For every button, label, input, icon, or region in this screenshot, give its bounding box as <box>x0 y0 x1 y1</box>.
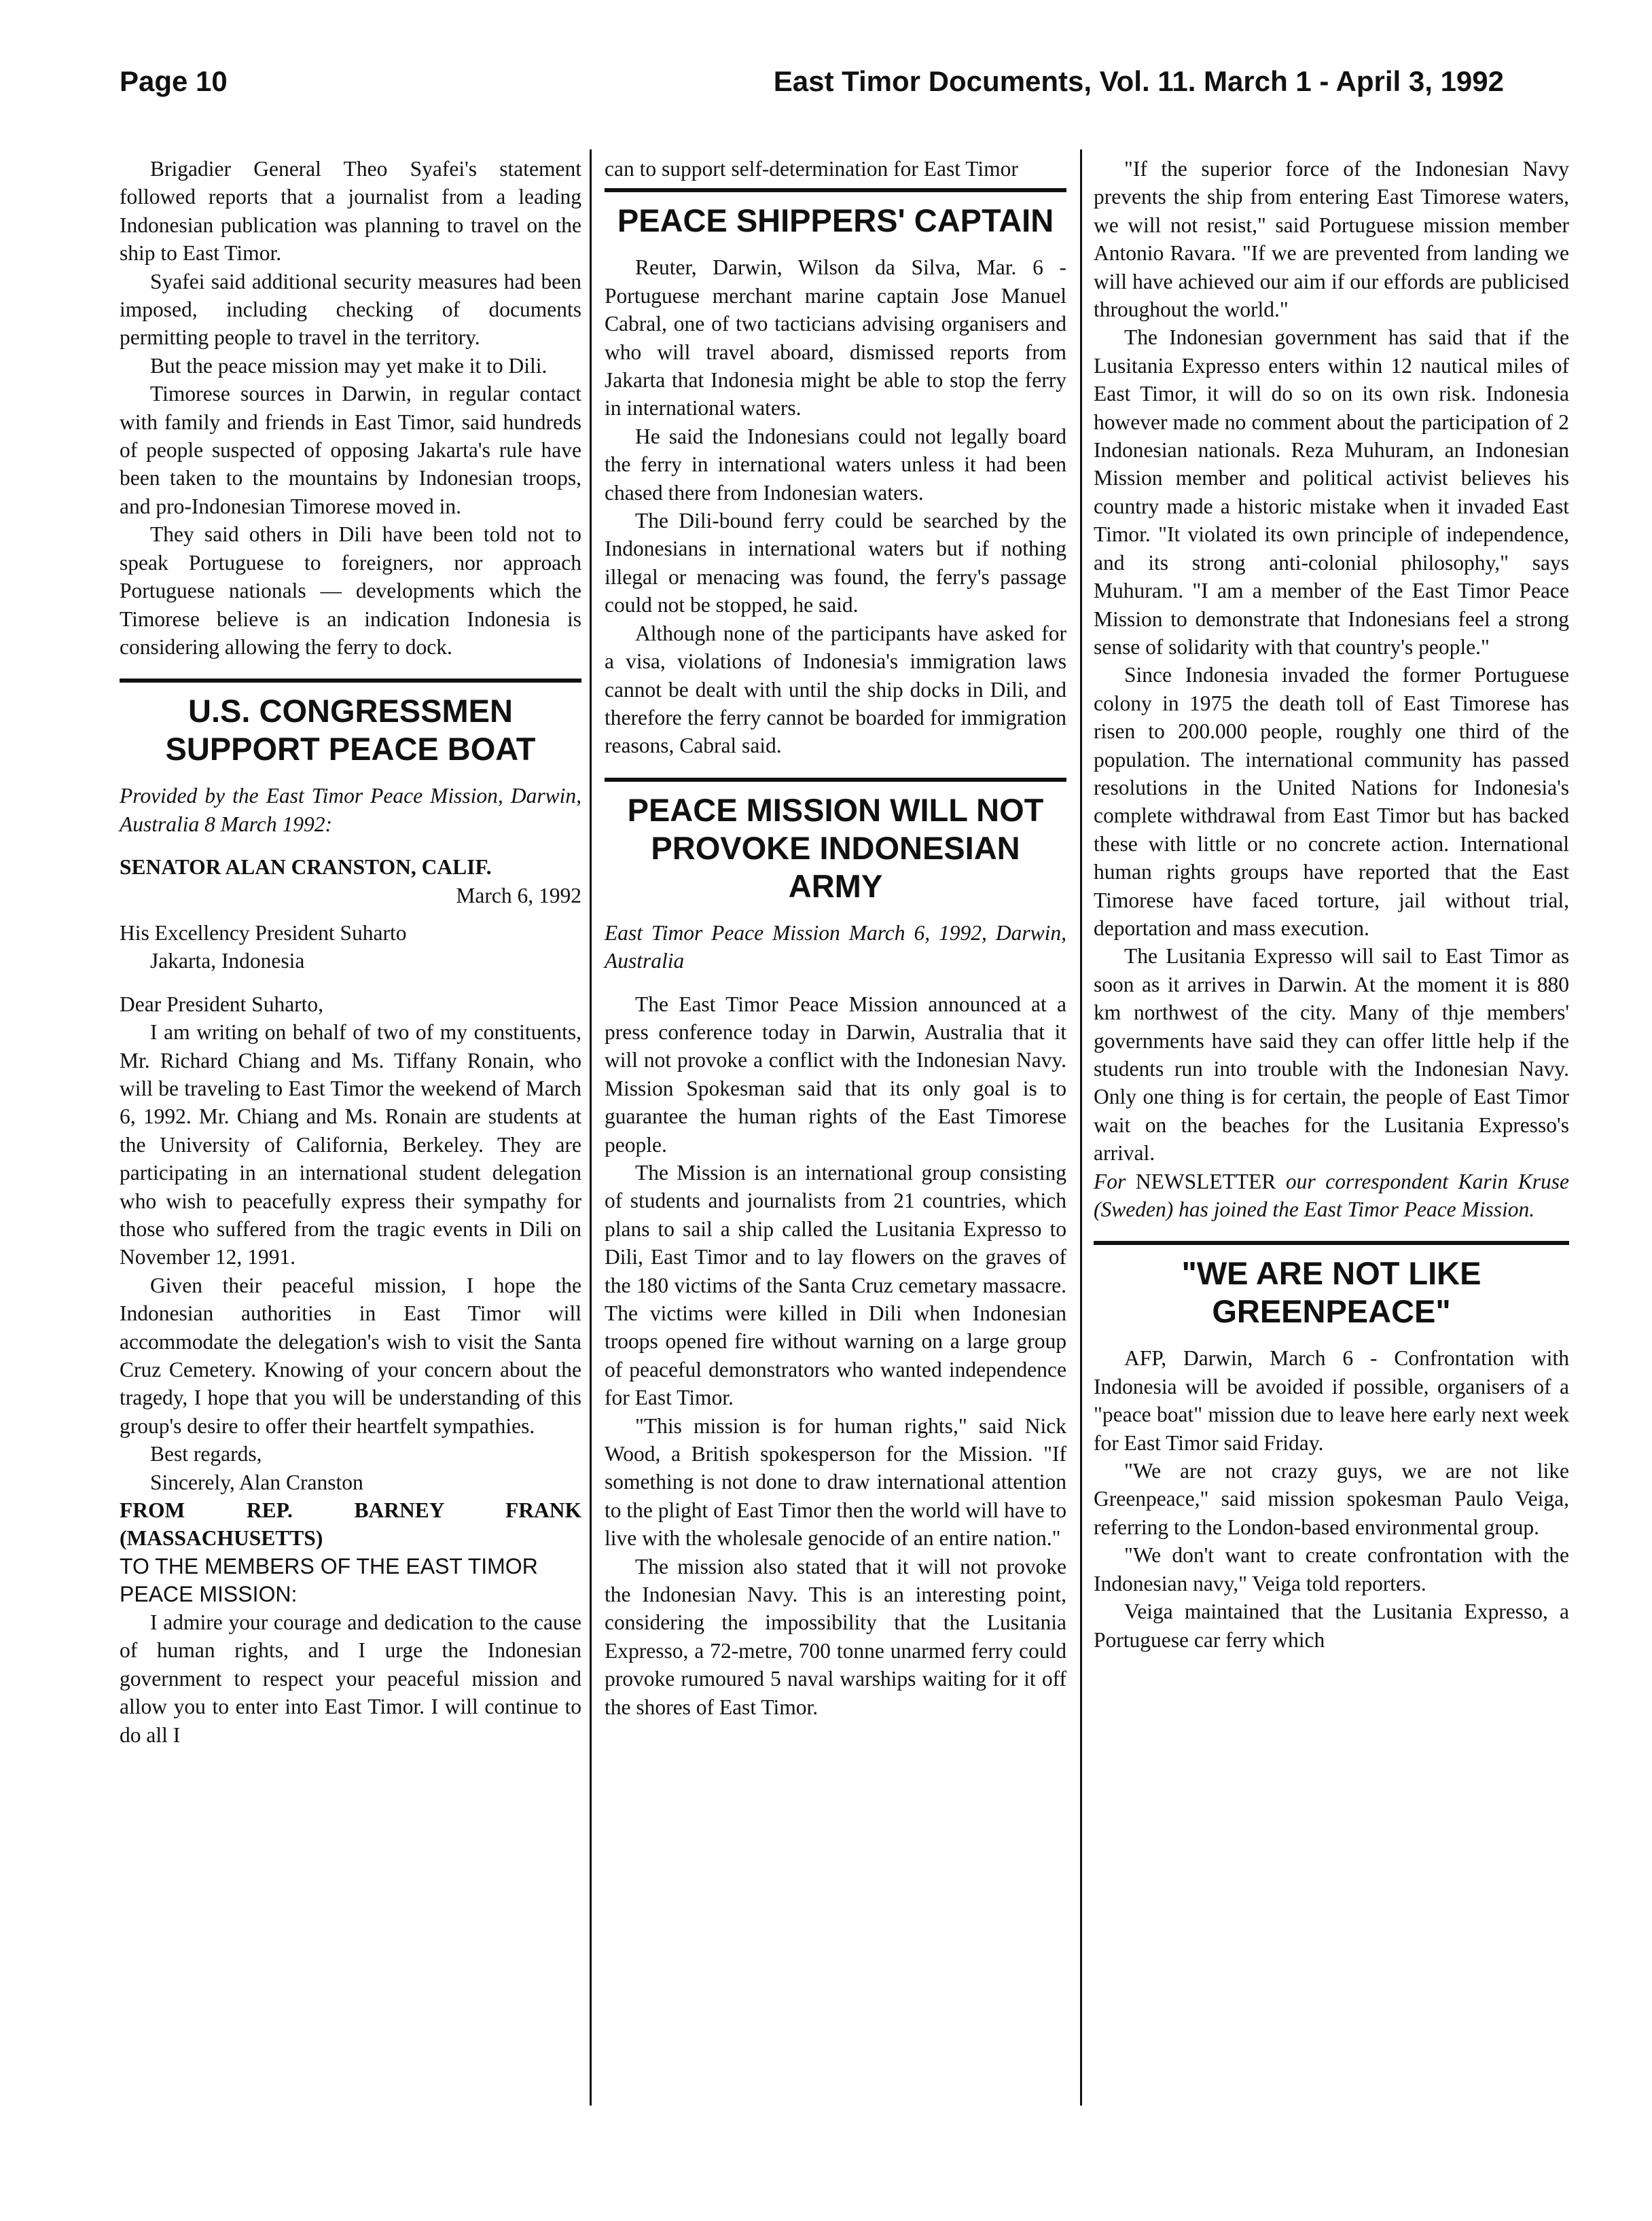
paragraph: The Indonesian government has said that if the Lusitania Expresso enters within 12 nautical miles of East Timor, it will do so on its own risk. Indonesia however made no comment about the participation of 2 Indonesian nationals. Reza Muhuram, an Indonesian Mission member and political activist believes his country made a historic mistake when it invaded East Timor. "It violated its own principle of independence, and its strong anti-colonial philosophy," says Muhuram. "I am a member of the East Timor Peace Mission to demonstrate that Indonesians feel a strong sense of solidarity with that country's people." <box>1094 325 1569 659</box>
correspondent-note <box>1094 1168 1569 1224</box>
senator-heading: SENATOR ALAN CRANSTON, CALIF. <box>120 855 492 880</box>
letter-date: March 6, 1992 <box>456 883 581 907</box>
paragraph: The Lusitania Expresso will sail to East Timor as soon as it arrives in Darwin. At the moment it is 880 km northwest of the city. Many of thje members' governments have said they can offer little help if the students run into trouble with the Indonesian Navy. Only one thing is for certain, the people of East Timor wait on the beaches for the Lusitania Expresso's arrival. <box>1094 944 1569 1166</box>
paragraph: He said the Indonesians could not legally board the ferry in international waters unless it had been chased there from Indonesian waters. <box>605 424 1066 505</box>
paragraph: Although none of the participants have asked for a visa, violations of Indonesia's immigration laws cannot be dealt with until the ship docks in Dili, and therefore the ferry cannot be boarded for immigration reasons, Cabral said. <box>605 621 1066 758</box>
paragraph: The Mission is an international group consisting of students and journalists from 21 countries, which plans to sail a ship called the Lusitania Expresso to Dili, East Timor and to lay flowers on the graves of the 180 victims of the Santa Cruz cemetary massacre. The victims were killed in Dili when Indonesian troops opened fire without warning on a large group of peaceful demonstrators who wanted independence for East Timor. <box>605 1160 1066 1410</box>
paragraph: Given their peaceful mission, I hope the Indonesian authorities in East Timor will accommodate the delegation's wish to visit the Santa Cruz Cemetery. Knowing of your concern about the tragedy, I hope that you will be understanding of this group's desire to offer their heartfelt sympathies. <box>120 1273 581 1438</box>
paragraph: Since Indonesia invaded the former Portuguese colony in 1975 the death toll of East Timorese has risen to 200.000 people, roughly one third of the population. The international community has passed resolutions in the United Nations for Indonesia's complete withdrawal from East Timor but has backed these with little or no concrete action. International human rights groups have reported that the East Timorese have faced torture, jail without trial, deportation and mass execution. <box>1094 663 1569 940</box>
paragraph: "We are not crazy guys, we are not like Greenpeace," said mission spokesman Paulo Veiga, referring to the London-based environmental group. <box>1094 1459 1569 1539</box>
publication-title: East Timor Documents, Vol. 11. March 1 - April 3, 1992 <box>773 65 1504 97</box>
paragraph: The Dili-bound ferry could be searched by the Indonesians in international waters but if nothing illegal or menacing was found, the ferry's passage could not be stopped, he said. <box>605 509 1066 617</box>
paragraph: The East Timor Peace Mission announced at a press conference today in Darwin, Australia that it will not provoke a conflict with the Indonesian Navy. Mission Spokesman said that its only goal is to guarantee the human rights of the East Timorese people. <box>605 992 1066 1157</box>
paragraph: can to support self-determination for East Timor <box>605 157 1018 181</box>
paragraph: "We don't want to create confrontation with the Indonesian navy," Veiga told reporters. <box>1094 1543 1569 1595</box>
closing: Best regards, <box>150 1442 262 1466</box>
column-divider <box>590 149 592 2106</box>
column-3 <box>1094 155 1569 1654</box>
source-line: Provided by the East Timor Peace Mission, Darwin, Australia 8 March 1992: <box>120 784 581 836</box>
rep-heading: FROM REP. BARNEY FRANK (MASSACHUSETTS) <box>120 1498 581 1551</box>
paragraph: Reuter, Darwin, Wilson da Silva, Mar. 6 - Portuguese merchant marine captain Jose Manuel Cabral, one of two tacticians advising organisers and who will travel aboard, dismissed reports from Jakarta that Indonesia might be able to stop the ferry in international waters. <box>605 255 1066 420</box>
address-line: Jakarta, Indonesia <box>150 949 305 973</box>
address-line: His Excellency President Suharto <box>120 920 407 945</box>
column-2 <box>605 155 1066 1721</box>
paragraph: The mission also stated that it will not provoke the Indonesian Navy. This is an interesting point, considering the impossibility that the Lusitania Expresso, a 72-metre, 700 tonne unarmed ferry could provoke rumoured 5 naval warships waiting for it off the shores of East Timor. <box>605 1554 1066 1719</box>
note-text: our correspondent Karin Kruse (Sweden) has joined the East Timor Peace Mission. <box>1094 1169 1570 1222</box>
paragraph: Brigadier General Theo Syafei's statement followed reports that a journalist from a leading Indonesian publication was planning to travel on the ship to East Timor. <box>120 157 581 266</box>
headline: PEACE SHIPPERS' CAPTAIN <box>617 202 1054 239</box>
signature: Sincerely, Alan Cranston <box>150 1470 363 1494</box>
page-number: Page 10 <box>120 65 228 97</box>
note-for: For <box>1094 1169 1136 1193</box>
headline: PEACE MISSION WILL NOT PROVOKE INDONESIAN ARMY <box>627 791 1044 904</box>
source-line: East Timor Peace Mission March 6, 1992, Darwin, Australia <box>605 920 1066 973</box>
section-rule <box>120 679 581 683</box>
paragraph: Timorese sources in Darwin, in regular contact with family and friends in East Timor, said hundreds of people suspected of opposing Jakarta's rule have been taken to the mountains by Indonesian troops, and pro-Indonesian Timorese moved in. <box>120 382 581 518</box>
headline: "WE ARE NOT LIKE GREENPEACE" <box>1181 1255 1482 1330</box>
column-1 <box>120 155 581 1749</box>
paragraph: Veiga maintained that the Lusitania Expresso, a Portuguese car ferry which <box>1094 1600 1569 1652</box>
paragraph: But the peace mission may yet make it to Dili. <box>150 353 547 378</box>
paragraph: They said others in Dili have been told not to speak Portuguese to foreigners, nor approach Portuguese nationals — developments which the Timorese believe is an indication Indonesia is considering allowing the ferry to dock. <box>120 522 581 659</box>
headline: U.S. CONGRESSMEN SUPPORT PEACE BOAT <box>165 693 536 768</box>
newsletter-word: NEWSLETTER <box>1135 1169 1276 1193</box>
paragraph: AFP, Darwin, March 6 - Confrontation with Indonesia will be avoided if possible, organisers of a "peace boat" mission due to leave here early next week for East Timor said Friday. <box>1094 1346 1569 1455</box>
addressee: TO THE MEMBERS OF THE EAST TIMOR PEACE MISSION: <box>120 1553 538 1606</box>
section-rule <box>605 188 1066 192</box>
paragraph: "This mission is for human rights," said Nick Wood, a British spokesperson for the Mission. "If something is not done to draw international attention to the plight of East Timor then the world will have to live with the wholesale genocide of an entire nation." <box>605 1413 1066 1551</box>
paragraph: Syafei said additional security measures had been imposed, including checking of documents permitting people to travel in the territory. <box>120 269 581 350</box>
paragraph: I am writing on behalf of two of my constituents, Mr. Richard Chiang and Ms. Tiffany Ronain, who will be traveling to East Timor the weekend of March 6, 1992. Mr. Chiang and Ms. Ronain are students at the University of California, Berkeley. They are participating in an international student delegation who wish to peacefully express their sympathy for those who suffered from the tragic events in Dili on November 12, 1991. <box>120 1020 581 1269</box>
paragraph: I admire your courage and dedication to the cause of human rights, and I urge the Indonesian government to respect your peaceful mission and allow you to enter into East Timor. I will continue to do all I <box>120 1610 581 1747</box>
paragraph: "If the superior force of the Indonesian Navy prevents the ship from entering East Timorese waters, we will not resist," said Portuguese mission member Antonio Ravara. "If we are prevented from landing we will have achieved our aim if our effords are publicised throughout the world." <box>1094 157 1569 322</box>
column-divider <box>1080 149 1082 2106</box>
section-rule <box>1094 1241 1569 1245</box>
section-rule <box>605 778 1066 782</box>
salutation: Dear President Suharto, <box>120 992 324 1016</box>
